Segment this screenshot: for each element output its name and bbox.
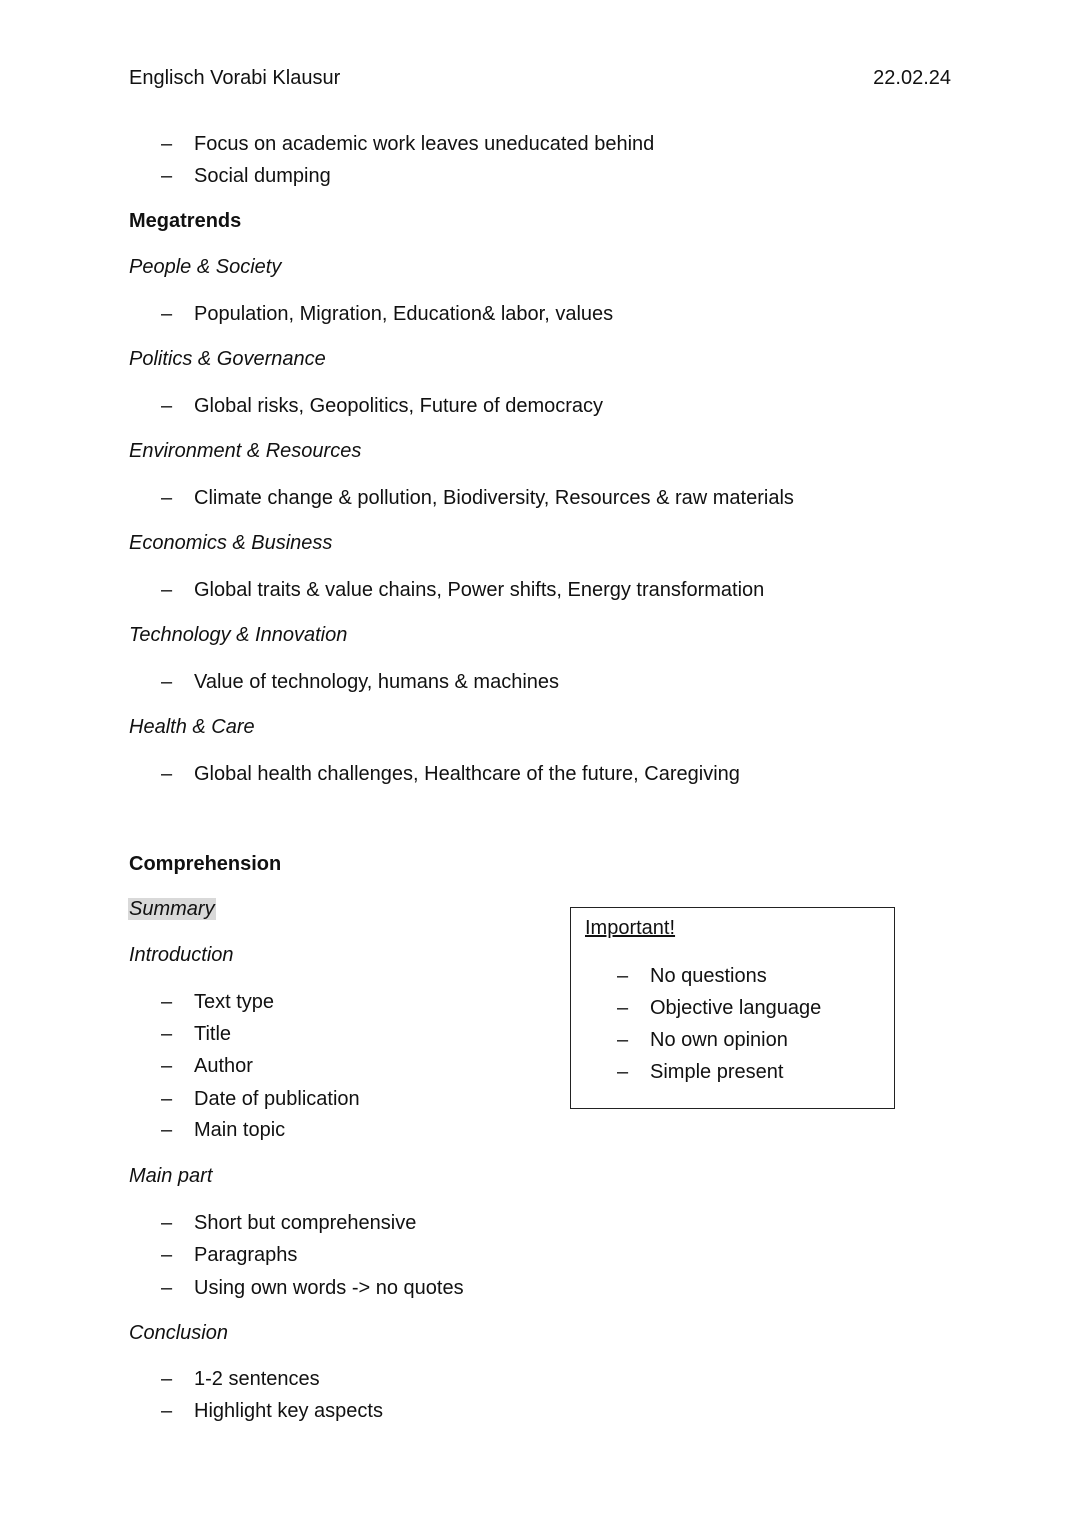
list-item: No questions: [650, 965, 767, 987]
list-item: Highlight key aspects: [194, 1400, 383, 1422]
list-item: Main topic: [194, 1119, 286, 1141]
important-box: [570, 907, 895, 1109]
list-dash: –: [161, 579, 173, 601]
important-box-title: Important!: [585, 917, 676, 939]
list-item: Title: [194, 1023, 232, 1045]
list-item: Global traits & value chains, Power shifts, Energy transformation: [194, 579, 765, 601]
highlighted-text: Summary: [129, 898, 215, 920]
list-dash: –: [161, 303, 173, 325]
list-item: Value of technology, humans & machines: [194, 671, 560, 693]
list-item: Short but comprehensive: [194, 1212, 417, 1234]
list-item: Focus on academic work leaves uneducated behind: [194, 133, 655, 155]
list-item: Population, Migration, Education& labor, values: [194, 303, 614, 325]
list-dash: –: [161, 1400, 173, 1422]
list-dash: –: [161, 991, 173, 1013]
section-heading-megatrends: Megatrends: [129, 210, 242, 232]
list-dash: –: [161, 763, 173, 785]
list-item: Global health challenges, Healthcare of the future, Caregiving: [194, 763, 740, 785]
subheading: Environment & Resources: [129, 440, 362, 462]
list-dash: –: [617, 1029, 629, 1051]
list-item: No own opinion: [650, 1029, 788, 1051]
list-dash: –: [617, 997, 629, 1019]
subheading: Economics & Business: [129, 532, 333, 554]
list-dash: –: [161, 165, 173, 187]
subheading: Conclusion: [129, 1322, 228, 1344]
list-item: Climate change & pollution, Biodiversity, Resources & raw materials: [194, 487, 794, 509]
subheading: Main part: [129, 1165, 213, 1187]
section-heading-comprehension: Comprehension: [129, 853, 282, 875]
list-dash: –: [161, 1244, 173, 1266]
list-dash: –: [161, 1277, 173, 1299]
subheading: Politics & Governance: [129, 348, 326, 370]
subheading: Health & Care: [129, 716, 255, 738]
subheading: People & Society: [129, 256, 282, 278]
subheading: Technology & Innovation: [129, 624, 348, 646]
list-item: Using own words -> no quotes: [194, 1277, 464, 1299]
list-dash: –: [617, 1061, 629, 1083]
list-dash: –: [161, 1088, 173, 1110]
list-item: Date of publication: [194, 1088, 360, 1110]
list-item: Author: [194, 1055, 253, 1077]
list-item: Paragraphs: [194, 1244, 298, 1266]
list-dash: –: [161, 395, 173, 417]
list-dash: –: [161, 487, 173, 509]
subheading-summary: [128, 897, 216, 921]
list-item: Simple present: [650, 1061, 784, 1083]
list-dash: –: [161, 1023, 173, 1045]
list-dash: –: [161, 1368, 173, 1390]
document-date: 22.02.24: [873, 67, 951, 89]
list-item: Objective language: [650, 997, 822, 1019]
list-dash: –: [161, 1055, 173, 1077]
list-item: Text type: [194, 991, 275, 1013]
list-item: 1-2 sentences: [194, 1368, 320, 1390]
list-dash: –: [617, 965, 629, 987]
list-dash: –: [161, 1119, 173, 1141]
list-dash: –: [161, 1212, 173, 1234]
list-dash: –: [161, 133, 173, 155]
document-title: Englisch Vorabi Klausur: [129, 67, 341, 89]
list-dash: –: [161, 671, 173, 693]
list-item: Global risks, Geopolitics, Future of democracy: [194, 395, 604, 417]
subheading: Introduction: [129, 944, 234, 966]
list-item: Social dumping: [194, 165, 331, 187]
